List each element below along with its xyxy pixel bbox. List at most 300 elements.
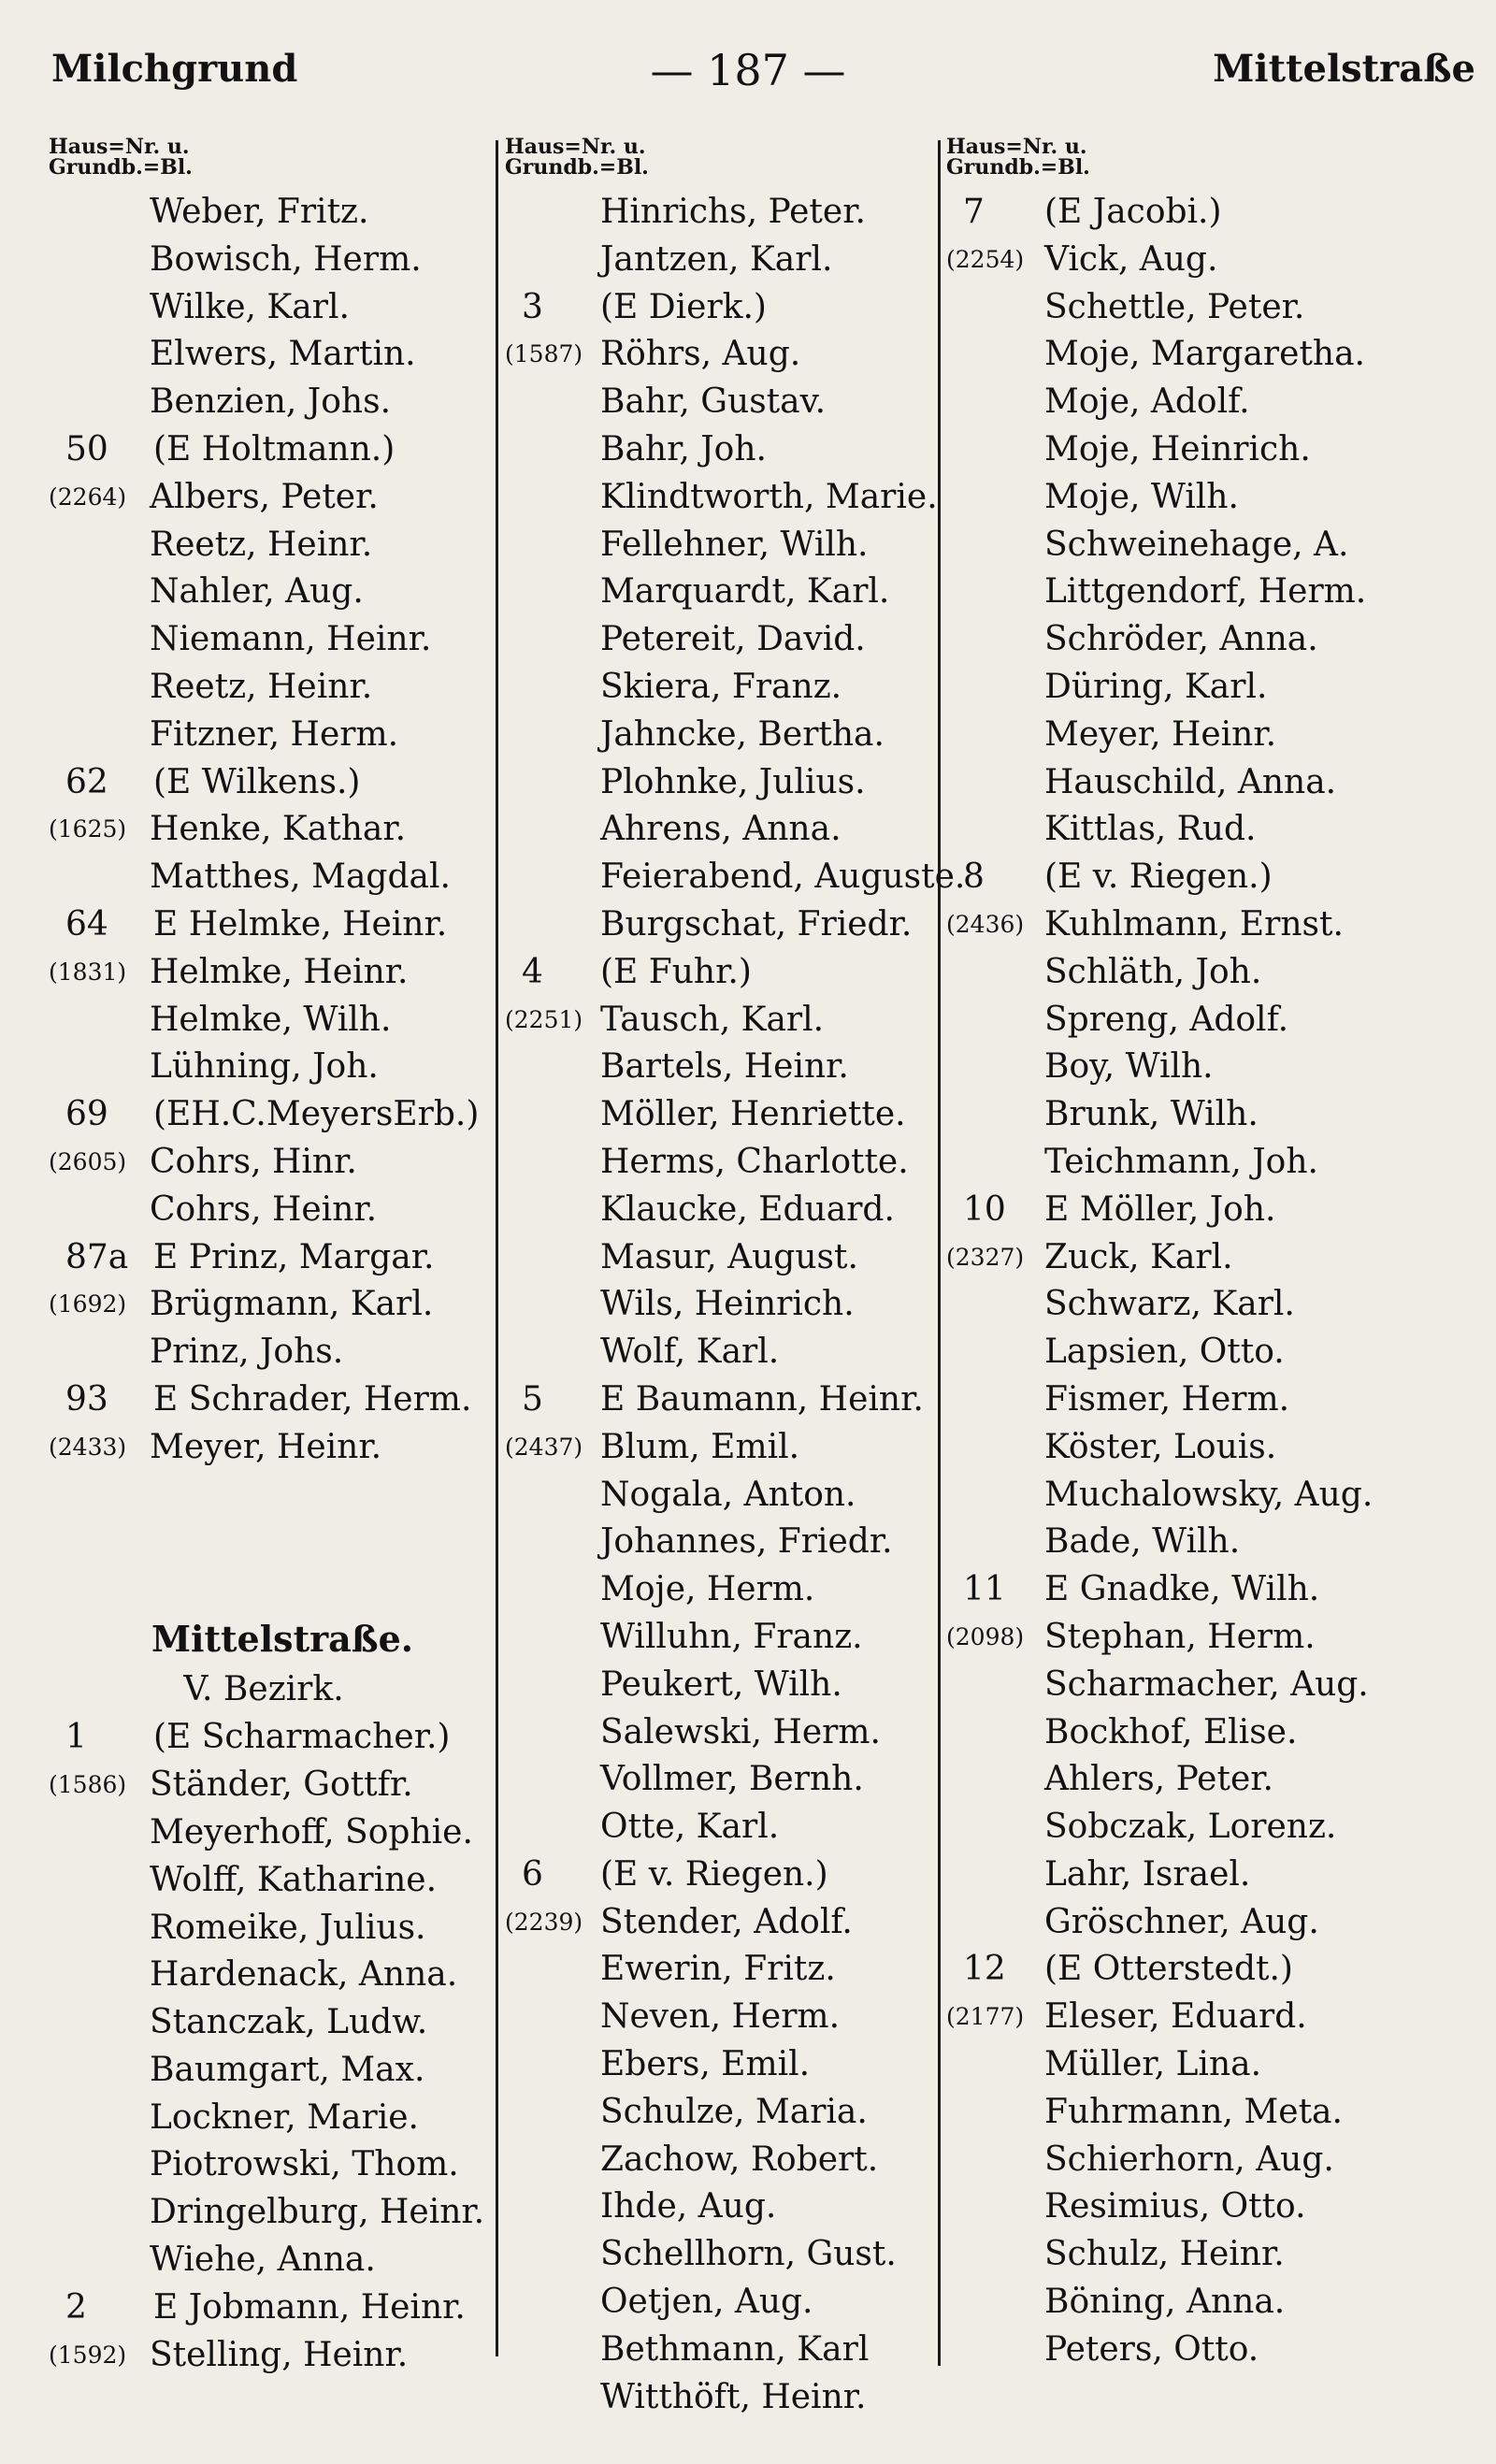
directory-entry: [49, 2189, 535, 2237]
directory-entry: [946, 1899, 1489, 1947]
resident-name: Stender, Adolf.: [600, 1902, 853, 1941]
directory-entry: [505, 1519, 991, 1566]
resident-name: Benzien, Johs.: [150, 382, 392, 422]
directory-entry: [49, 997, 535, 1045]
resident-name: Tausch, Karl.: [600, 1000, 825, 1039]
resident-name: Fellehner, Wilh.: [600, 525, 869, 564]
resident-name: Schulze, Maria.: [600, 2092, 868, 2131]
resident-name: Masur, August.: [600, 1237, 858, 1276]
directory-entry: [505, 949, 991, 997]
resident-name: Müller, Lina.: [1044, 2045, 1262, 2084]
resident-name: (E Otterstedt.): [1044, 1950, 1293, 1989]
directory-entry: [946, 759, 1489, 807]
resident-name: Boy, Wilh.: [1044, 1047, 1214, 1087]
directory-entry: [505, 2137, 991, 2184]
resident-name: Köster, Louis.: [1044, 1427, 1277, 1466]
resident-name: Burgschat, Friedr.: [600, 904, 913, 944]
directory-entry: [49, 664, 535, 712]
directory-entry: [946, 1234, 1489, 1282]
resident-name: Röhrs, Aug.: [600, 335, 801, 374]
resident-name: Neven, Herm.: [600, 1997, 841, 2037]
directory-entry: [49, 2284, 535, 2332]
resident-name: Schläth, Joh.: [1044, 952, 1262, 991]
directory-entry: [946, 949, 1489, 997]
directory-entry: [49, 522, 535, 569]
resident-name: Wiehe, Anna.: [150, 2241, 376, 2280]
resident-name: Zachow, Robert.: [600, 2140, 879, 2179]
directory-entry: [49, 1952, 535, 1999]
directory-entry: [505, 2231, 991, 2279]
directory-entry: [49, 712, 535, 759]
directory-entry: [49, 2095, 535, 2142]
house-number: 12: [963, 1950, 1006, 1989]
land-register-number: (1831): [49, 958, 127, 986]
directory-entry: [49, 1234, 535, 1282]
directory-entry: [946, 1472, 1489, 1520]
resident-name: Skiera, Franz.: [600, 667, 842, 706]
directory-entry: [505, 331, 991, 379]
directory-entry: [505, 284, 991, 332]
resident-name: Nahler, Aug.: [150, 572, 364, 612]
resident-name: (E Scharmacher.): [153, 1718, 451, 1757]
directory-entry: [49, 949, 535, 997]
directory-entry: [505, 1091, 991, 1139]
resident-name: Spreng, Adolf.: [1044, 1000, 1289, 1039]
directory-entry: [946, 1662, 1489, 1709]
resident-name: Moje, Adolf.: [1044, 382, 1250, 422]
resident-name: Oetjen, Aug.: [600, 2283, 813, 2322]
land-register-number: (2098): [946, 1622, 1025, 1650]
directory-entry: [49, 1809, 535, 1857]
directory-entry: [49, 2047, 535, 2095]
directory-entry: [946, 1994, 1489, 2041]
resident-name: Cohrs, Hinr.: [150, 1142, 357, 1181]
directory-entry: [49, 1187, 535, 1234]
directory-entry: [946, 569, 1489, 616]
directory-entry: [49, 1424, 535, 1472]
resident-name: Stelling, Heinr.: [150, 2335, 409, 2374]
column-2: [505, 135, 991, 2421]
directory-entry: [505, 1899, 991, 1947]
resident-name: E Schrader, Herm.: [153, 1379, 472, 1419]
resident-name: Ihde, Aug.: [600, 2187, 777, 2226]
resident-name: Bockhof, Elise.: [1044, 1712, 1298, 1751]
directory-entry: [49, 1044, 535, 1091]
resident-name: Helmke, Heinr.: [150, 952, 409, 991]
directory-entry: [946, 1804, 1489, 1852]
directory-entry: [946, 1091, 1489, 1139]
resident-name: Scharmacher, Aug.: [1044, 1664, 1369, 1704]
directory-entry: [505, 2041, 991, 2089]
house-number: 7: [963, 193, 985, 231]
house-number: 8: [963, 857, 985, 897]
resident-name: Lahr, Israel.: [1044, 1854, 1251, 1894]
resident-name: Peukert, Wilh.: [600, 1664, 842, 1704]
directory-entry: [946, 616, 1489, 664]
resident-name: Wils, Heinrich.: [600, 1285, 855, 1324]
land-register-number: (2254): [946, 245, 1025, 273]
page-number: — 187 —: [650, 45, 846, 95]
house-number: 5: [522, 1379, 543, 1419]
directory-entry: [505, 1709, 991, 1757]
resident-name: Brügmann, Karl.: [150, 1285, 434, 1324]
resident-name: Jantzen, Karl.: [600, 239, 833, 279]
directory-entry: [946, 1852, 1489, 1899]
resident-name: Jahncke, Bertha.: [600, 714, 885, 754]
land-register-number: (1592): [49, 2341, 127, 2369]
directory-entry: [49, 2237, 535, 2284]
directory-entry: [49, 284, 535, 332]
resident-name: Hauschild, Anna.: [1044, 762, 1337, 801]
resident-name: Gröschner, Aug.: [1044, 1902, 1319, 1941]
resident-name: Prinz, Johs.: [150, 1333, 344, 1372]
resident-name: Stanczak, Ludw.: [150, 2003, 428, 2042]
directory-entry: [946, 2231, 1489, 2279]
resident-name: (E v. Riegen.): [600, 1854, 828, 1894]
land-register-number: (2239): [505, 1908, 583, 1936]
resident-name: Blum, Emil.: [600, 1427, 800, 1466]
directory-entry: [946, 1566, 1489, 1614]
directory-entry: [49, 759, 535, 807]
resident-name: Kuhlmann, Ernst.: [1044, 904, 1344, 944]
directory-entry: [505, 426, 991, 474]
directory-entry: [946, 2089, 1489, 2137]
resident-name: Hardenack, Anna.: [150, 1955, 458, 1995]
directory-entry: [946, 284, 1489, 332]
land-register-number: (2436): [946, 910, 1025, 938]
directory-entry: [946, 189, 1489, 237]
directory-entry: [505, 189, 991, 237]
resident-name: Littgendorf, Herm.: [1044, 572, 1367, 612]
resident-name: Herms, Charlotte.: [600, 1142, 909, 1181]
resident-name: Baumgart, Max.: [150, 2050, 425, 2089]
resident-name: Fitzner, Herm.: [150, 714, 399, 754]
resident-name: Lühning, Joh.: [150, 1047, 379, 1087]
resident-name: Böning, Anna.: [1044, 2283, 1286, 2322]
resident-name: Dringelburg, Heinr.: [150, 2193, 485, 2232]
directory-entry: [946, 2183, 1489, 2231]
resident-name: Ahlers, Peter.: [1044, 1760, 1273, 1799]
resident-name: Reetz, Heinr.: [150, 667, 373, 706]
directory-entry: [946, 522, 1489, 569]
resident-name: Schettle, Peter.: [1044, 287, 1305, 326]
resident-name: E Baumann, Heinr.: [600, 1379, 924, 1419]
directory-entry: [946, 1946, 1489, 1994]
resident-name: E Gnadke, Wilh.: [1044, 1570, 1320, 1609]
directory-entry: [946, 806, 1489, 854]
resident-name: Reetz, Heinr.: [150, 525, 373, 564]
directory-entry: [946, 1044, 1489, 1091]
directory-entry: [49, 806, 535, 854]
resident-name: Bowisch, Herm.: [150, 239, 422, 279]
resident-name: Bartels, Heinr.: [600, 1047, 849, 1087]
resident-name: Nogala, Anton.: [600, 1475, 856, 1514]
resident-name: Resimius, Otto.: [1044, 2187, 1306, 2226]
directory-entry: [49, 1329, 535, 1376]
directory-entry: [49, 1714, 535, 1762]
directory-entry: [505, 759, 991, 807]
directory-entry: [946, 1424, 1489, 1472]
resident-name: Bahr, Joh.: [600, 429, 767, 468]
resident-name: Schulz, Heinr.: [1044, 2235, 1285, 2274]
directory-entry: [505, 901, 991, 949]
directory-entry: [505, 522, 991, 569]
directory-entry: [946, 2327, 1489, 2374]
resident-name: E Prinz, Margar.: [153, 1237, 435, 1276]
column-header: Haus=Nr. u. Grundb.=Bl.: [505, 135, 649, 180]
resident-name: Hinrichs, Peter.: [600, 193, 866, 231]
directory-entry: [505, 1329, 991, 1376]
column-1: [49, 135, 535, 2379]
resident-name: Niemann, Heinr.: [150, 620, 432, 659]
directory-entry: [505, 1376, 991, 1424]
house-number: 1: [65, 1718, 87, 1757]
resident-name: Kittlas, Rud.: [1044, 810, 1257, 849]
directory-entry: [505, 569, 991, 616]
resident-name: Piotrowski, Thom.: [150, 2145, 459, 2184]
resident-name: Klaucke, Eduard.: [600, 1189, 895, 1229]
land-register-number: (1587): [505, 340, 583, 368]
directory-entry: [946, 474, 1489, 522]
directory-entry: [946, 1756, 1489, 1804]
directory-entry: [946, 997, 1489, 1045]
land-register-number: (1625): [49, 815, 127, 843]
land-register-number: (1692): [49, 1290, 127, 1318]
directory-entry: [49, 569, 535, 616]
directory-entry: [505, 1139, 991, 1187]
directory-entry: [946, 664, 1489, 712]
resident-name: Elwers, Martin.: [150, 335, 416, 374]
house-number: 10: [963, 1189, 1006, 1229]
directory-entry: [946, 1329, 1489, 1376]
house-number: 3: [522, 287, 543, 326]
directory-entry: [946, 1139, 1489, 1187]
resident-name: (E v. Riegen.): [1044, 857, 1273, 897]
resident-name: Henke, Kathar.: [150, 810, 407, 849]
resident-name: Helmke, Wilh.: [150, 1000, 392, 1039]
resident-name: Albers, Peter.: [150, 477, 379, 516]
resident-name: Witthöft, Heinr.: [600, 2377, 867, 2416]
resident-name: Marquardt, Karl.: [600, 572, 890, 612]
resident-name: Wilke, Karl.: [150, 287, 350, 326]
resident-name: Schweinehage, A.: [1044, 525, 1349, 564]
street-title: Mittelstraße.: [151, 1618, 414, 1661]
house-number: 87a: [65, 1237, 129, 1276]
resident-name: Bethmann, Karl: [600, 2329, 870, 2369]
directory-entry: [505, 2089, 991, 2137]
resident-name: E Möller, Joh.: [1044, 1189, 1276, 1229]
directory-entry: [946, 901, 1489, 949]
resident-name: Peters, Otto.: [1044, 2329, 1259, 2369]
directory-entry: [505, 1756, 991, 1804]
resident-name: E Jobmann, Heinr.: [153, 2287, 466, 2327]
directory-entry: [505, 997, 991, 1045]
directory-entry: [946, 1519, 1489, 1566]
resident-name: Fismer, Herm.: [1044, 1379, 1290, 1419]
directory-entry: [505, 1852, 991, 1899]
directory-entry: [946, 2137, 1489, 2184]
directory-entry: [49, 426, 535, 474]
directory-entry: [49, 1139, 535, 1187]
land-register-number: (2433): [49, 1433, 127, 1461]
directory-entry: [946, 1187, 1489, 1234]
directory-entry: [505, 379, 991, 426]
resident-name: Matthes, Magdal.: [150, 857, 451, 897]
resident-name: Vick, Aug.: [1044, 239, 1218, 279]
directory-entry: [505, 2183, 991, 2231]
directory-entry: [505, 2327, 991, 2374]
resident-name: Johannes, Friedr.: [600, 1522, 893, 1562]
resident-name: Klindtworth, Marie.: [600, 477, 938, 516]
resident-name: Schröder, Anna.: [1044, 620, 1318, 659]
directory-entry: [946, 426, 1489, 474]
directory-entry: [505, 664, 991, 712]
directory-entry: [946, 712, 1489, 759]
resident-name: Wolff, Katharine.: [150, 1860, 438, 1899]
resident-name: Romeike, Julius.: [150, 1908, 426, 1947]
resident-name: Ahrens, Anna.: [600, 810, 842, 849]
land-register-number: (2327): [946, 1243, 1025, 1271]
resident-name: Willuhn, Franz.: [600, 1617, 863, 1656]
directory-entry: [49, 2332, 535, 2380]
resident-name: Ebers, Emil.: [600, 2045, 811, 2084]
resident-name: (E Dierk.): [600, 287, 767, 326]
directory-entry: [505, 1044, 991, 1091]
resident-name: Zuck, Karl.: [1044, 1237, 1233, 1276]
directory-entry: [49, 474, 535, 522]
directory-entry: [946, 379, 1489, 426]
house-number: 50: [65, 429, 108, 468]
resident-name: (E Fuhr.): [600, 952, 752, 991]
resident-name: Cohrs, Heinr.: [150, 1189, 378, 1229]
running-header-left: Milchgrund: [51, 47, 298, 91]
land-register-number: (2437): [505, 1433, 583, 1461]
column-header: Haus=Nr. u. Grundb.=Bl.: [946, 135, 1090, 180]
directory-entry: [49, 1281, 535, 1329]
resident-name: Moje, Margaretha.: [1044, 335, 1366, 374]
directory-entry: [49, 331, 535, 379]
resident-name: Sobczak, Lorenz.: [1044, 1808, 1337, 1847]
resident-name: Bade, Wilh.: [1044, 1522, 1241, 1562]
directory-entry: [505, 1187, 991, 1234]
resident-name: Wolf, Karl.: [600, 1333, 780, 1372]
directory-entry: [505, 2374, 991, 2422]
resident-name: Plohnke, Julius.: [600, 762, 866, 801]
directory-entry: [49, 2141, 535, 2189]
house-number: 11: [963, 1570, 1006, 1609]
resident-name: Ständer, Gottfr.: [150, 1765, 413, 1805]
directory-entry: [505, 616, 991, 664]
directory-entry: [49, 1999, 535, 2047]
resident-name: Brunk, Wilh.: [1044, 1095, 1259, 1134]
directory-entry: [946, 1709, 1489, 1757]
directory-entry: [49, 379, 535, 426]
resident-name: Schwarz, Karl.: [1044, 1285, 1295, 1324]
directory-entry: [505, 1281, 991, 1329]
directory-entry: [946, 1281, 1489, 1329]
resident-name: Ewerin, Fritz.: [600, 1950, 836, 1989]
directory-entry: [49, 1376, 535, 1424]
directory-entry: [49, 237, 535, 284]
resident-name: Teichmann, Joh.: [1044, 1142, 1318, 1181]
directory-entry: [505, 1566, 991, 1614]
column-3: [946, 135, 1489, 2374]
directory-entry: [505, 1234, 991, 1282]
resident-name: Lapsien, Otto.: [1044, 1333, 1285, 1372]
directory-entry: [946, 854, 1489, 901]
resident-name: Salewski, Herm.: [600, 1712, 881, 1751]
resident-name: Feierabend, Auguste.: [600, 857, 966, 897]
house-number: 64: [65, 904, 108, 944]
directory-entry: [946, 237, 1489, 284]
resident-name: E Helmke, Heinr.: [153, 904, 448, 944]
resident-name: Lockner, Marie.: [150, 2097, 419, 2137]
house-number: 4: [522, 952, 543, 991]
directory-entry: [505, 854, 991, 901]
district-label: V. Bezirk.: [183, 1670, 344, 1709]
directory-entry: [505, 237, 991, 284]
directory-entry: [505, 1946, 991, 1994]
directory-entry: [946, 1614, 1489, 1662]
resident-name: Stephan, Herm.: [1044, 1617, 1316, 1656]
directory-entry: [49, 1091, 535, 1139]
resident-name: Schellhorn, Gust.: [600, 2235, 897, 2274]
resident-name: (E Holtmann.): [153, 429, 396, 468]
house-number: 6: [522, 1854, 543, 1894]
directory-entry: [505, 1614, 991, 1662]
resident-name: Möller, Henriette.: [600, 1095, 906, 1134]
resident-name: Muchalowsky, Aug.: [1044, 1475, 1374, 1514]
directory-entry: [505, 2279, 991, 2327]
resident-name: Weber, Fritz.: [150, 193, 369, 231]
resident-name: Bahr, Gustav.: [600, 382, 827, 422]
house-number: 93: [65, 1379, 108, 1419]
land-register-number: (2605): [49, 1147, 127, 1175]
resident-name: Moje, Wilh.: [1044, 477, 1239, 516]
house-number: 2: [65, 2287, 87, 2327]
directory-entry: [505, 1424, 991, 1472]
directory-entry: [505, 1994, 991, 2041]
directory-entry: [49, 189, 535, 237]
directory-entry: [505, 1662, 991, 1709]
directory-entry: [49, 1905, 535, 1952]
land-register-number: (1586): [49, 1771, 127, 1799]
directory-entry: [49, 1857, 535, 1905]
resident-name: Vollmer, Bernh.: [600, 1760, 864, 1799]
land-register-number: (2264): [49, 483, 127, 511]
column-header: Haus=Nr. u. Grundb.=Bl.: [49, 135, 193, 180]
directory-entry: [505, 806, 991, 854]
directory-entry: [505, 712, 991, 759]
land-register-number: (2251): [505, 1005, 583, 1033]
house-number: 62: [65, 762, 108, 801]
resident-name: Eleser, Eduard.: [1044, 1997, 1307, 2037]
resident-name: Moje, Herm.: [600, 1570, 815, 1609]
directory-entry: [505, 474, 991, 522]
directory-entry: [49, 1762, 535, 1809]
resident-name: Fuhrmann, Meta.: [1044, 2092, 1343, 2131]
running-header-right: Mittelstraße: [1213, 47, 1475, 91]
resident-name: Schierhorn, Aug.: [1044, 2140, 1334, 2179]
resident-name: Petereit, David.: [600, 620, 866, 659]
land-register-number: (2177): [946, 2003, 1025, 2031]
directory-entry: [505, 1472, 991, 1520]
directory-entry: [946, 331, 1489, 379]
directory-entry: [49, 854, 535, 901]
house-number: 69: [65, 1095, 108, 1134]
directory-entry: [49, 616, 535, 664]
resident-name: (EH.C.MeyersErb.): [153, 1095, 480, 1134]
